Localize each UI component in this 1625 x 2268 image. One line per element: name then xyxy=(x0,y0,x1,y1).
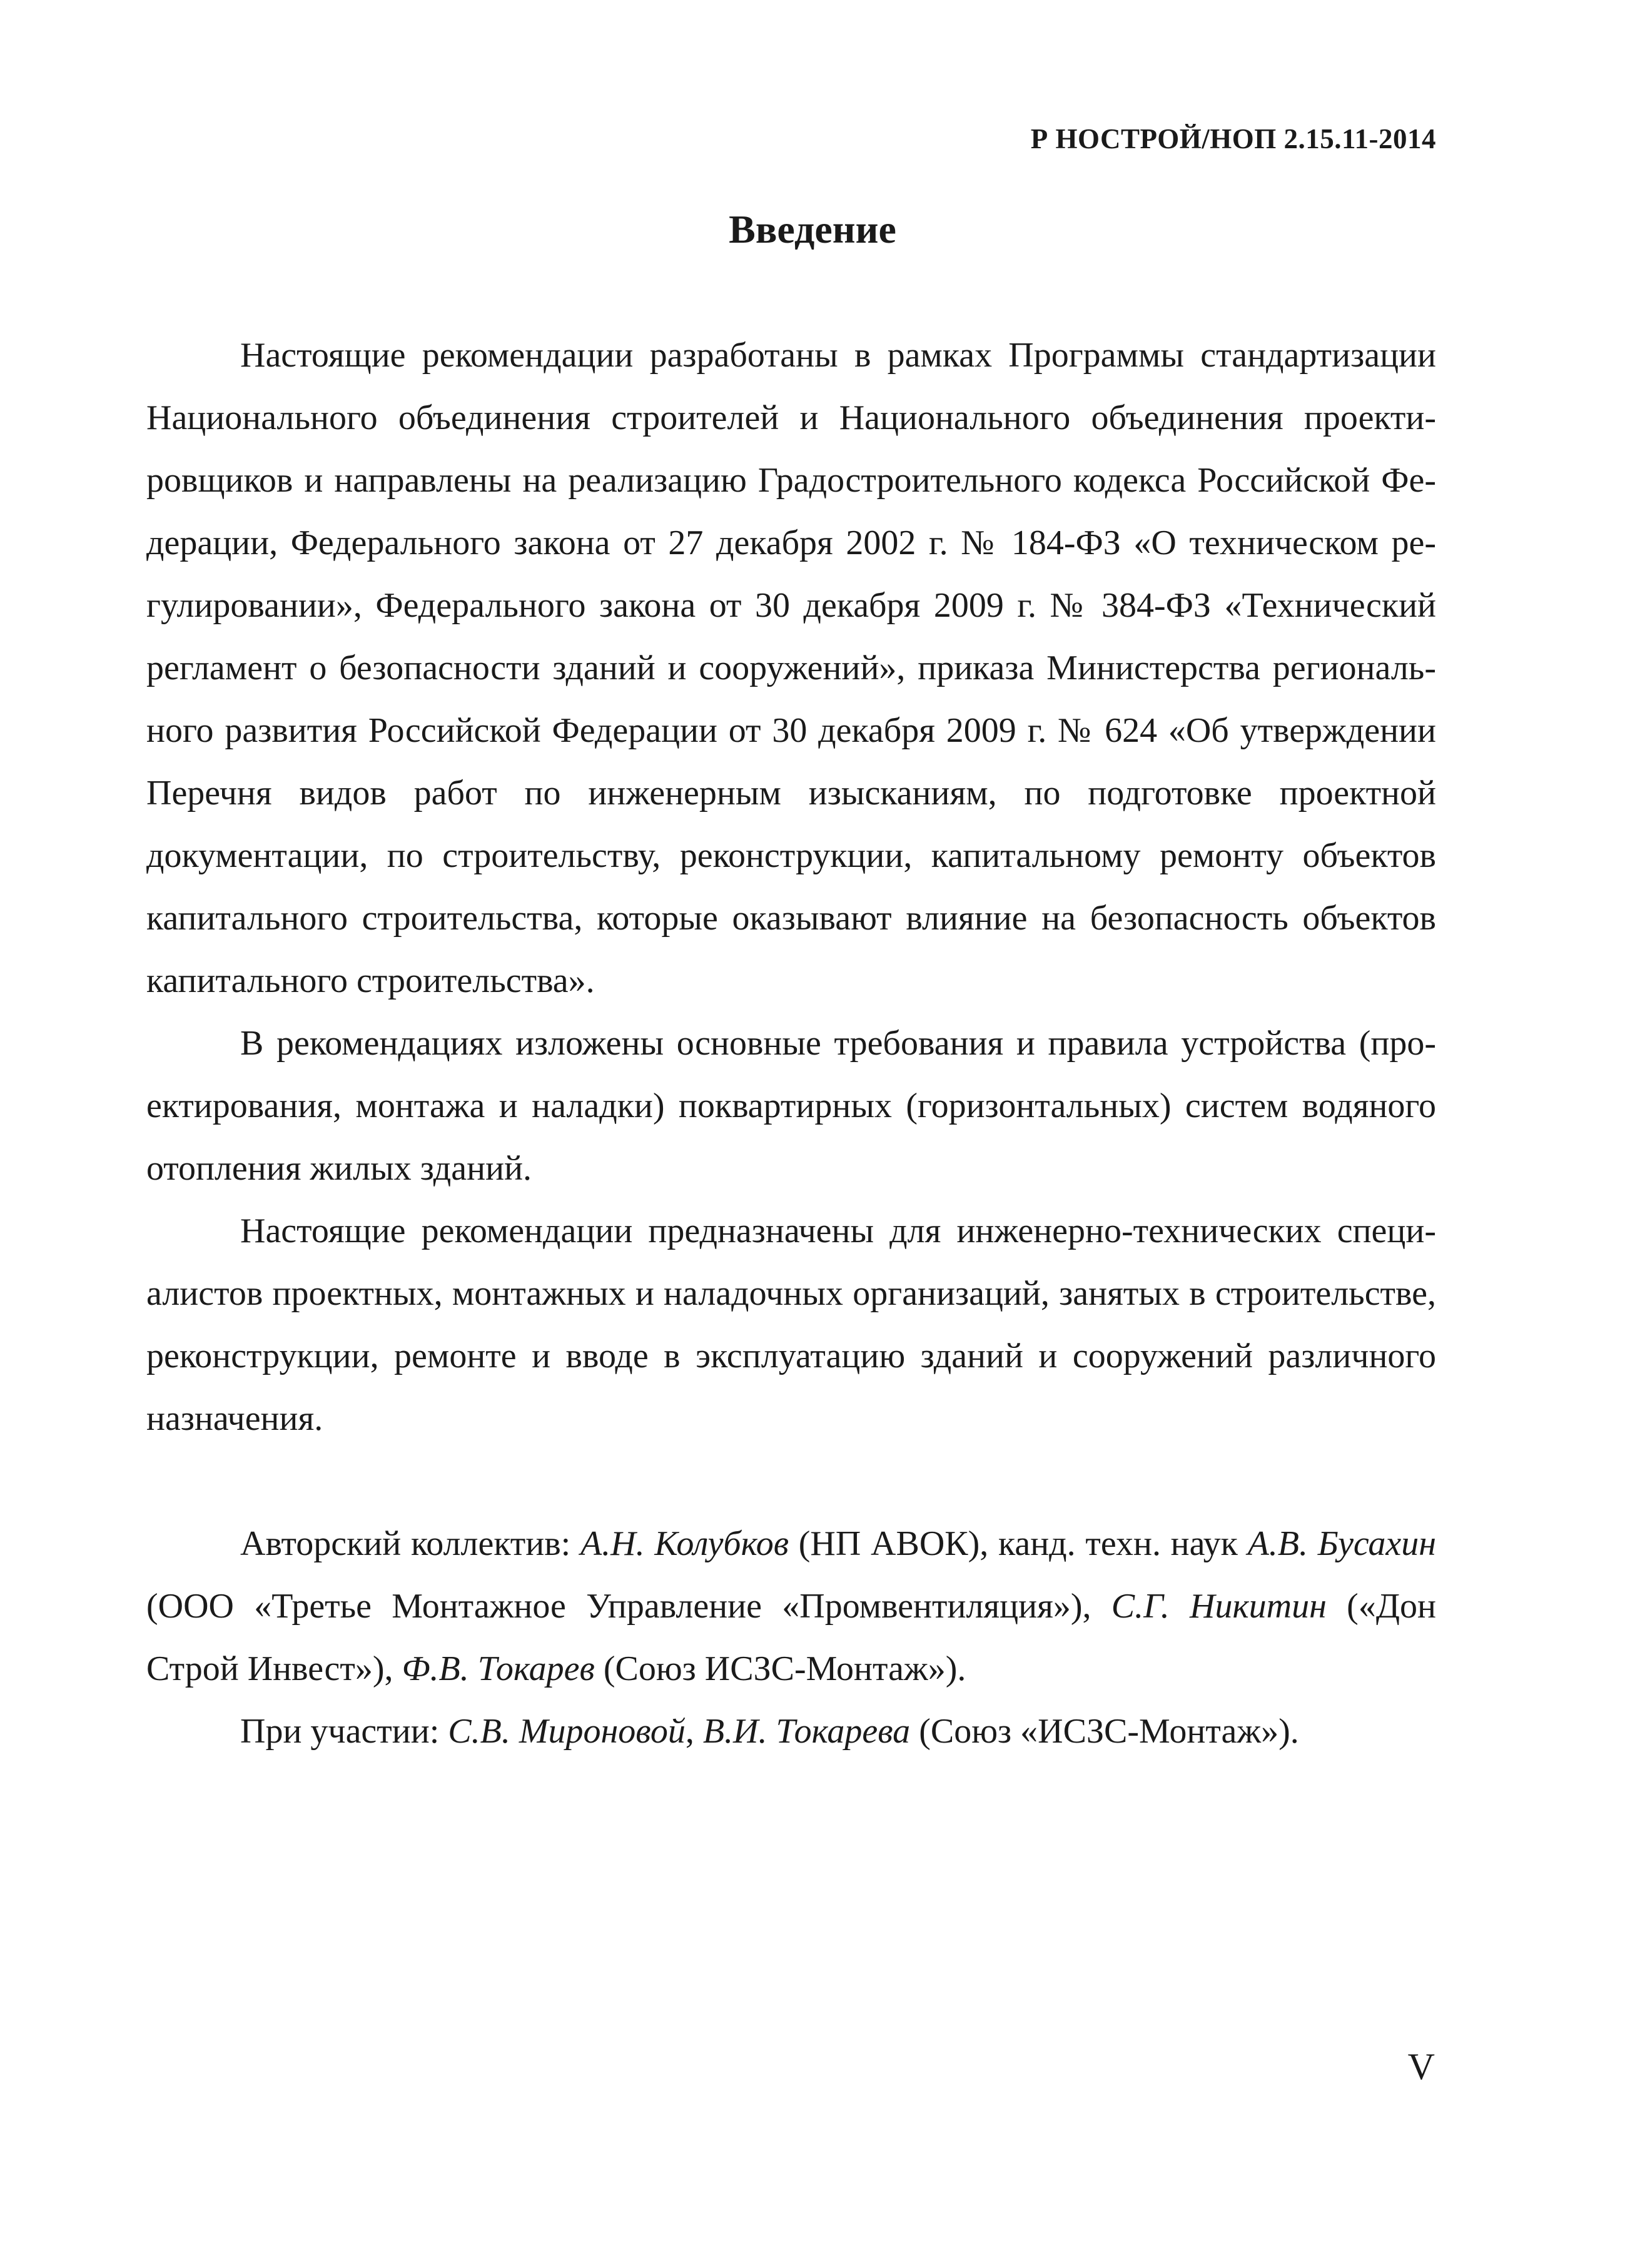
author-affiliation: (ООО «Третье Монтажное Управление «Промвентиляция»), xyxy=(146,1587,1111,1626)
participation-separator: , xyxy=(685,1712,703,1751)
body-text xyxy=(146,324,1436,1763)
paragraph-content: В рекомендациях изложены основные требования и правила устройства (проектирования, монтажа и наладки) поквартирных (горизонтальных) систем водяного отопления жилых зданий. xyxy=(146,1024,1436,1188)
author-affiliation: (Союз ИСЗС-Монтаж»). xyxy=(594,1649,966,1688)
page-number: V xyxy=(1407,2046,1435,2087)
page-title: Введение xyxy=(729,207,896,251)
participation-tail: (Союз «ИСЗС-Монтаж»). xyxy=(910,1712,1299,1751)
author-name: А.В. Бусахин xyxy=(1247,1524,1436,1563)
author-affiliation: (НП АВОК), канд. техн. наук xyxy=(789,1524,1248,1563)
participation-paragraph xyxy=(146,1700,1436,1763)
author-name: А.Н. Колубков xyxy=(580,1524,789,1563)
authors-paragraph xyxy=(146,1512,1436,1700)
participant-name: С.В. Мироновой xyxy=(448,1712,686,1751)
participant-name: В.И. Токарева xyxy=(702,1712,911,1751)
paragraph-scope: Настоящие рекомендации разработаны в рамках Программы стандартизации Национального объединения строителей и Национального объединения проектировщиков и направлены на реализацию Градостроительного кодекса Российской Федерации, Федерального закона от 27 декабря 2002 г. № 184-ФЗ «О техническом регулировании», Федерального закона от 30 декабря 2009 г. № 384-ФЗ «Технический регламент о безопасности зданий и сооружений», приказа Министерства регионального развития Российской Федерации от 30 декабря 2009 г. № 624 «Об утверждении Перечня видов работ по инженерным изысканиям, по подготовке проектной документации, по строительству, реконструкции, капитальному ремонту объектов капитального строительства, которые оказывают влияние на безопасность объектов капитального строительства». xyxy=(146,336,1436,1000)
participation-lead: При участии: xyxy=(240,1712,448,1751)
author-affiliation: («Дон Строй Инвест»), xyxy=(146,1587,1436,1688)
document-code: Р НОСТРОЙ/НОП 2.15.11-2014 xyxy=(1030,123,1436,154)
authors-lead: Авторский коллектив: xyxy=(240,1524,580,1563)
paragraph-audience: Настоящие рекомендации предназначены для инженерно-технических специалистов проектных, монтажных и наладочных организаций, занятых в строительстве, реконструкции, ремонте и вводе в эксплуатацию зданий и сооружений различного назначения. xyxy=(146,1212,1436,1438)
author-name: Ф.В. Токарев xyxy=(402,1649,595,1688)
author-name: С.Г. Никитин xyxy=(1111,1587,1327,1626)
